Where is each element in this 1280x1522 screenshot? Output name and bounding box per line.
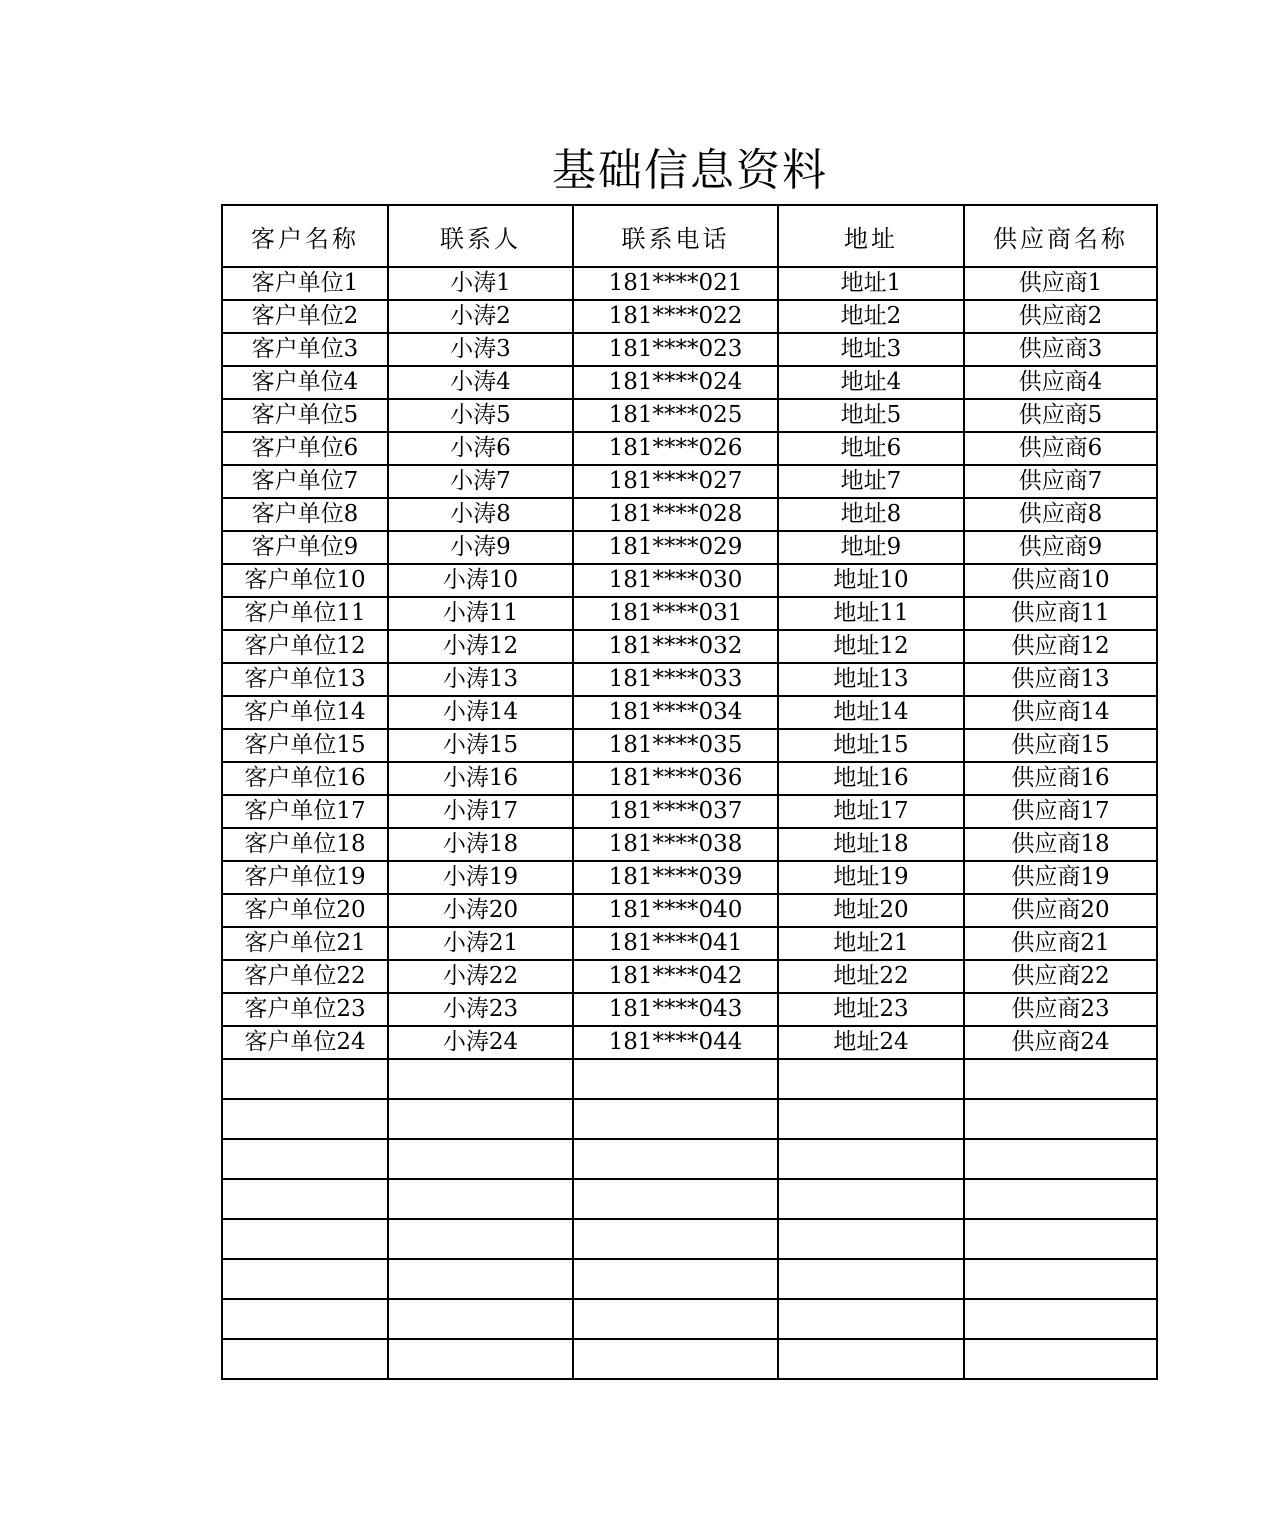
contact-cell: 小涛8 (388, 498, 573, 531)
supplier-name-cell: 供应商5 (964, 399, 1157, 432)
table-row (222, 696, 1157, 729)
empty-cell (778, 1339, 964, 1379)
address-cell: 地址12 (778, 630, 964, 663)
empty-table-row (222, 1259, 1157, 1299)
customer-name-cell: 客户单位7 (222, 465, 388, 498)
address-cell: 地址7 (778, 465, 964, 498)
table-row (222, 531, 1157, 564)
empty-cell (964, 1059, 1157, 1099)
empty-cell (388, 1099, 573, 1139)
contact-cell: 小涛1 (388, 267, 573, 300)
contact-cell: 小涛6 (388, 432, 573, 465)
table-row (222, 267, 1157, 300)
address-cell: 地址3 (778, 333, 964, 366)
empty-cell (573, 1139, 778, 1179)
table-row (222, 498, 1157, 531)
empty-cell (573, 1099, 778, 1139)
empty-cell (222, 1179, 388, 1219)
empty-cell (573, 1299, 778, 1339)
column-header-supplier-name: 供应商名称 (964, 205, 1157, 267)
empty-cell (222, 1139, 388, 1179)
supplier-name-cell: 供应商20 (964, 894, 1157, 927)
empty-cell (222, 1259, 388, 1299)
address-cell: 地址11 (778, 597, 964, 630)
table-row (222, 564, 1157, 597)
empty-cell (388, 1059, 573, 1099)
supplier-name-cell: 供应商11 (964, 597, 1157, 630)
empty-cell (964, 1259, 1157, 1299)
contact-cell: 小涛7 (388, 465, 573, 498)
supplier-name-cell: 供应商18 (964, 828, 1157, 861)
supplier-name-cell: 供应商6 (964, 432, 1157, 465)
table-header-row (222, 205, 1157, 267)
empty-cell (222, 1219, 388, 1259)
address-cell: 地址1 (778, 267, 964, 300)
customer-name-cell: 客户单位1 (222, 267, 388, 300)
contact-cell: 小涛24 (388, 1026, 573, 1059)
supplier-name-cell: 供应商7 (964, 465, 1157, 498)
table-row (222, 762, 1157, 795)
column-header-contact: 联系人 (388, 205, 573, 267)
phone-cell: 181****039 (573, 861, 778, 894)
customer-name-cell: 客户单位19 (222, 861, 388, 894)
contact-cell: 小涛3 (388, 333, 573, 366)
contact-cell: 小涛21 (388, 927, 573, 960)
table-row (222, 960, 1157, 993)
column-header-phone: 联系电话 (573, 205, 778, 267)
address-cell: 地址16 (778, 762, 964, 795)
customer-name-cell: 客户单位20 (222, 894, 388, 927)
empty-cell (964, 1339, 1157, 1379)
phone-cell: 181****028 (573, 498, 778, 531)
customer-name-cell: 客户单位23 (222, 993, 388, 1026)
address-cell: 地址2 (778, 300, 964, 333)
customer-name-cell: 客户单位14 (222, 696, 388, 729)
table-row (222, 894, 1157, 927)
supplier-name-cell: 供应商9 (964, 531, 1157, 564)
empty-cell (964, 1219, 1157, 1259)
address-cell: 地址15 (778, 729, 964, 762)
address-cell: 地址13 (778, 663, 964, 696)
column-header-address: 地址 (778, 205, 964, 267)
phone-cell: 181****026 (573, 432, 778, 465)
empty-cell (388, 1299, 573, 1339)
empty-cell (388, 1179, 573, 1219)
supplier-name-cell: 供应商15 (964, 729, 1157, 762)
supplier-name-cell: 供应商3 (964, 333, 1157, 366)
table-row (222, 795, 1157, 828)
supplier-name-cell: 供应商17 (964, 795, 1157, 828)
supplier-name-cell: 供应商23 (964, 993, 1157, 1026)
info-table (221, 204, 1158, 1380)
table-row (222, 1026, 1157, 1059)
empty-cell (778, 1259, 964, 1299)
table-row (222, 465, 1157, 498)
table-body (222, 267, 1157, 1379)
empty-cell (573, 1059, 778, 1099)
phone-cell: 181****036 (573, 762, 778, 795)
customer-name-cell: 客户单位10 (222, 564, 388, 597)
table-row (222, 828, 1157, 861)
empty-table-row (222, 1339, 1157, 1379)
contact-cell: 小涛11 (388, 597, 573, 630)
supplier-name-cell: 供应商21 (964, 927, 1157, 960)
phone-cell: 181****023 (573, 333, 778, 366)
customer-name-cell: 客户单位2 (222, 300, 388, 333)
address-cell: 地址22 (778, 960, 964, 993)
address-cell: 地址8 (778, 498, 964, 531)
contact-cell: 小涛20 (388, 894, 573, 927)
table-row (222, 729, 1157, 762)
contact-cell: 小涛9 (388, 531, 573, 564)
contact-cell: 小涛17 (388, 795, 573, 828)
contact-cell: 小涛10 (388, 564, 573, 597)
contact-cell: 小涛4 (388, 366, 573, 399)
empty-cell (222, 1339, 388, 1379)
table-row (222, 432, 1157, 465)
contact-cell: 小涛15 (388, 729, 573, 762)
customer-name-cell: 客户单位5 (222, 399, 388, 432)
customer-name-cell: 客户单位22 (222, 960, 388, 993)
supplier-name-cell: 供应商14 (964, 696, 1157, 729)
address-cell: 地址6 (778, 432, 964, 465)
phone-cell: 181****038 (573, 828, 778, 861)
address-cell: 地址18 (778, 828, 964, 861)
empty-cell (388, 1139, 573, 1179)
empty-cell (964, 1139, 1157, 1179)
contact-cell: 小涛2 (388, 300, 573, 333)
phone-cell: 181****037 (573, 795, 778, 828)
supplier-name-cell: 供应商19 (964, 861, 1157, 894)
empty-cell (222, 1099, 388, 1139)
phone-cell: 181****032 (573, 630, 778, 663)
contact-cell: 小涛5 (388, 399, 573, 432)
empty-cell (778, 1179, 964, 1219)
customer-name-cell: 客户单位12 (222, 630, 388, 663)
phone-cell: 181****022 (573, 300, 778, 333)
supplier-name-cell: 供应商1 (964, 267, 1157, 300)
empty-cell (388, 1339, 573, 1379)
empty-cell (573, 1339, 778, 1379)
address-cell: 地址14 (778, 696, 964, 729)
customer-name-cell: 客户单位6 (222, 432, 388, 465)
phone-cell: 181****041 (573, 927, 778, 960)
phone-cell: 181****044 (573, 1026, 778, 1059)
empty-table-row (222, 1219, 1157, 1259)
table-row (222, 399, 1157, 432)
phone-cell: 181****027 (573, 465, 778, 498)
empty-cell (778, 1059, 964, 1099)
empty-cell (222, 1299, 388, 1339)
address-cell: 地址23 (778, 993, 964, 1026)
supplier-name-cell: 供应商12 (964, 630, 1157, 663)
empty-cell (964, 1179, 1157, 1219)
address-cell: 地址4 (778, 366, 964, 399)
table-row (222, 663, 1157, 696)
empty-cell (778, 1139, 964, 1179)
address-cell: 地址21 (778, 927, 964, 960)
empty-cell (222, 1059, 388, 1099)
empty-cell (388, 1259, 573, 1299)
empty-cell (388, 1219, 573, 1259)
customer-name-cell: 客户单位16 (222, 762, 388, 795)
contact-cell: 小涛22 (388, 960, 573, 993)
phone-cell: 181****043 (573, 993, 778, 1026)
phone-cell: 181****031 (573, 597, 778, 630)
table-row (222, 300, 1157, 333)
phone-cell: 181****035 (573, 729, 778, 762)
address-cell: 地址20 (778, 894, 964, 927)
empty-cell (778, 1299, 964, 1339)
supplier-name-cell: 供应商22 (964, 960, 1157, 993)
phone-cell: 181****021 (573, 267, 778, 300)
address-cell: 地址17 (778, 795, 964, 828)
empty-table-row (222, 1299, 1157, 1339)
contact-cell: 小涛14 (388, 696, 573, 729)
supplier-name-cell: 供应商2 (964, 300, 1157, 333)
table-row (222, 366, 1157, 399)
empty-table-row (222, 1179, 1157, 1219)
table-row (222, 630, 1157, 663)
customer-name-cell: 客户单位8 (222, 498, 388, 531)
customer-name-cell: 客户单位3 (222, 333, 388, 366)
empty-table-row (222, 1059, 1157, 1099)
empty-cell (573, 1219, 778, 1259)
table-row (222, 597, 1157, 630)
address-cell: 地址9 (778, 531, 964, 564)
table-row (222, 993, 1157, 1026)
contact-cell: 小涛23 (388, 993, 573, 1026)
customer-name-cell: 客户单位4 (222, 366, 388, 399)
empty-cell (964, 1099, 1157, 1139)
supplier-name-cell: 供应商16 (964, 762, 1157, 795)
supplier-name-cell: 供应商8 (964, 498, 1157, 531)
empty-cell (573, 1259, 778, 1299)
supplier-name-cell: 供应商4 (964, 366, 1157, 399)
supplier-name-cell: 供应商24 (964, 1026, 1157, 1059)
contact-cell: 小涛13 (388, 663, 573, 696)
column-header-customer-name: 客户名称 (222, 205, 388, 267)
contact-cell: 小涛12 (388, 630, 573, 663)
customer-name-cell: 客户单位11 (222, 597, 388, 630)
phone-cell: 181****042 (573, 960, 778, 993)
phone-cell: 181****030 (573, 564, 778, 597)
contact-cell: 小涛18 (388, 828, 573, 861)
empty-cell (778, 1219, 964, 1259)
empty-cell (778, 1099, 964, 1139)
contact-cell: 小涛19 (388, 861, 573, 894)
contact-cell: 小涛16 (388, 762, 573, 795)
customer-name-cell: 客户单位24 (222, 1026, 388, 1059)
customer-name-cell: 客户单位18 (222, 828, 388, 861)
address-cell: 地址24 (778, 1026, 964, 1059)
supplier-name-cell: 供应商10 (964, 564, 1157, 597)
supplier-name-cell: 供应商13 (964, 663, 1157, 696)
customer-name-cell: 客户单位13 (222, 663, 388, 696)
phone-cell: 181****024 (573, 366, 778, 399)
address-cell: 地址10 (778, 564, 964, 597)
empty-table-row (222, 1139, 1157, 1179)
customer-name-cell: 客户单位21 (222, 927, 388, 960)
address-cell: 地址5 (778, 399, 964, 432)
table-row (222, 927, 1157, 960)
empty-cell (964, 1299, 1157, 1339)
empty-table-row (222, 1099, 1157, 1139)
empty-cell (573, 1179, 778, 1219)
customer-name-cell: 客户单位17 (222, 795, 388, 828)
table-row (222, 861, 1157, 894)
page-title: 基础信息资料 (552, 145, 828, 196)
table-row (222, 333, 1157, 366)
address-cell: 地址19 (778, 861, 964, 894)
phone-cell: 181****025 (573, 399, 778, 432)
customer-name-cell: 客户单位9 (222, 531, 388, 564)
phone-cell: 181****034 (573, 696, 778, 729)
phone-cell: 181****033 (573, 663, 778, 696)
phone-cell: 181****040 (573, 894, 778, 927)
phone-cell: 181****029 (573, 531, 778, 564)
customer-name-cell: 客户单位15 (222, 729, 388, 762)
